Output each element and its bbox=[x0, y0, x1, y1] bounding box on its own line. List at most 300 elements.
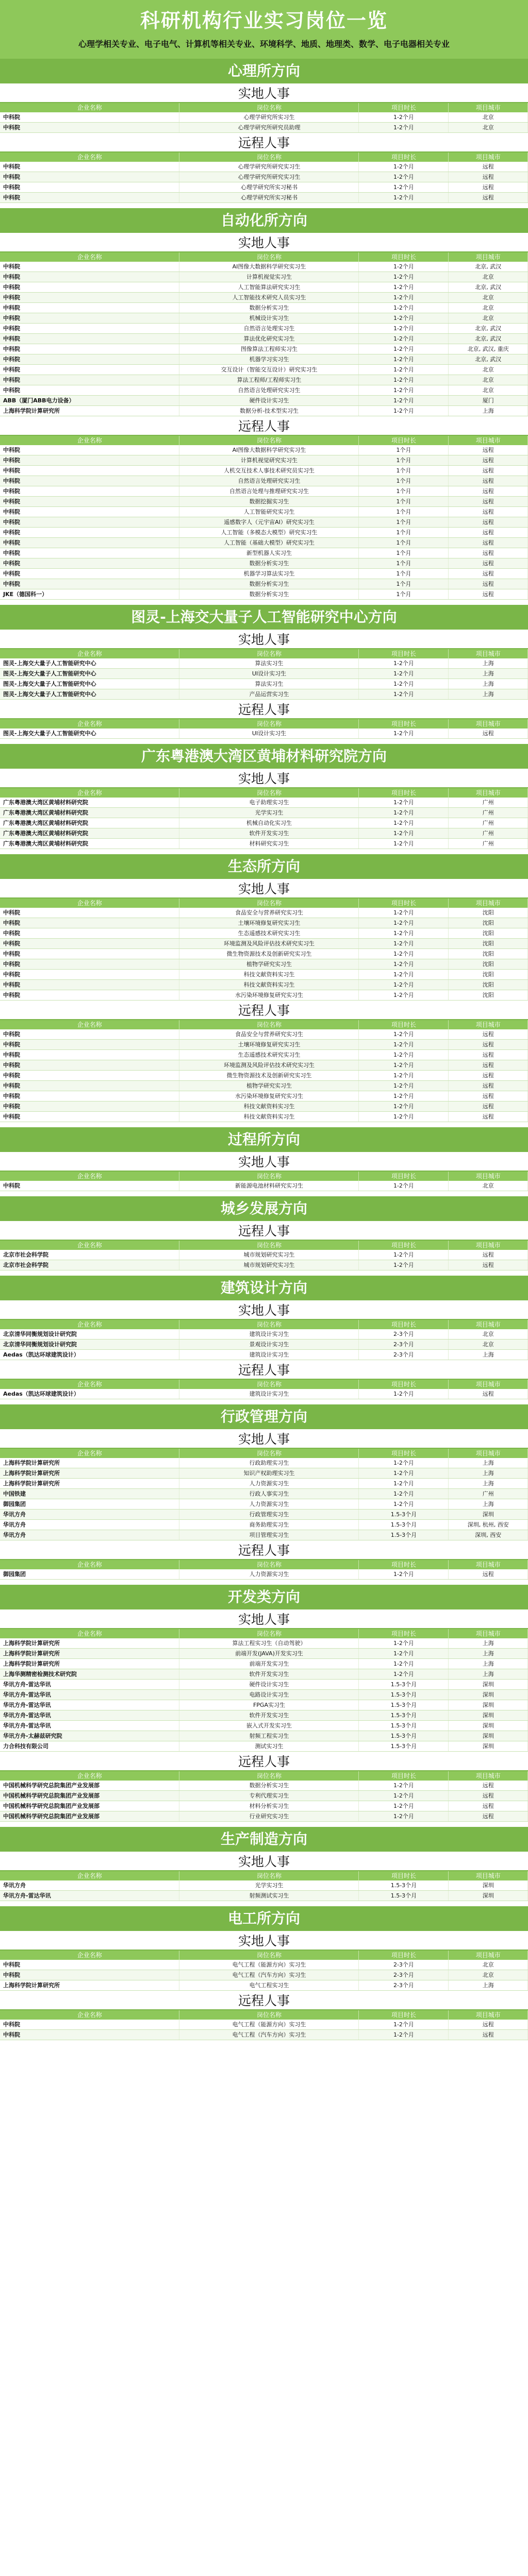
table-row bbox=[0, 476, 528, 486]
city-cell: 深圳 bbox=[449, 1741, 528, 1752]
column-header: 企业名称 bbox=[0, 1020, 179, 1029]
duration-cell: 1-2个月 bbox=[359, 193, 449, 203]
section bbox=[0, 1127, 528, 1191]
duration-cell: 1个月 bbox=[359, 497, 449, 507]
section-title: 过程所方向 bbox=[0, 1127, 528, 1152]
table-row bbox=[0, 1700, 528, 1710]
city-cell: 北京 bbox=[449, 1181, 528, 1191]
column-header: 岗位名称 bbox=[179, 1951, 359, 1960]
group-title: 远程人事 bbox=[0, 1360, 528, 1380]
duration-cell: 1-2个月 bbox=[359, 1649, 449, 1659]
company-cell: 中科院 bbox=[0, 928, 179, 939]
position-cell: 土壤环境修复研究实习生 bbox=[179, 918, 359, 928]
duration-cell: 1-2个月 bbox=[359, 970, 449, 980]
position-cell: 食品安全与营养研究实习生 bbox=[179, 908, 359, 918]
duration-cell: 1-2个月 bbox=[359, 324, 449, 334]
city-cell: 上海 bbox=[449, 689, 528, 700]
company-cell: 中科院 bbox=[0, 579, 179, 589]
city-cell: 远程 bbox=[449, 445, 528, 455]
position-cell: 植物学研究实习生 bbox=[179, 959, 359, 970]
duration-cell: 1-2个月 bbox=[359, 990, 449, 1001]
table-row bbox=[0, 669, 528, 679]
internship-table bbox=[0, 1449, 528, 1540]
company-cell: 中科院 bbox=[0, 123, 179, 133]
table-row bbox=[0, 375, 528, 385]
company-cell: 中科院 bbox=[0, 908, 179, 918]
city-cell: 上海 bbox=[449, 1638, 528, 1649]
city-cell: 沈阳 bbox=[449, 959, 528, 970]
duration-cell: 1-2个月 bbox=[359, 172, 449, 182]
duration-cell: 1个月 bbox=[359, 579, 449, 589]
position-cell: 材料分析实习生 bbox=[179, 1801, 359, 1811]
table-row bbox=[0, 1880, 528, 1891]
column-header: 企业名称 bbox=[0, 788, 179, 798]
company-cell: 中科院 bbox=[0, 162, 179, 172]
company-cell: 上海科学院计算研究所 bbox=[0, 1659, 179, 1669]
position-cell: 生态遥感技术研究实习生 bbox=[179, 1050, 359, 1060]
column-header: 企业名称 bbox=[0, 719, 179, 728]
table-row bbox=[0, 1029, 528, 1040]
internship-table bbox=[0, 1020, 528, 1122]
position-cell: 心理学研究所研究实习生 bbox=[179, 162, 359, 172]
table-row bbox=[0, 1741, 528, 1752]
table-row bbox=[0, 538, 528, 548]
city-cell: 远程 bbox=[449, 1071, 528, 1081]
company-cell: 北京市社会科学院 bbox=[0, 1250, 179, 1260]
company-cell: 中科院 bbox=[0, 918, 179, 928]
table-header-row bbox=[0, 899, 528, 908]
company-cell: JKE（德国科一） bbox=[0, 589, 179, 600]
company-cell: 华讯方舟-太赫兹研究院 bbox=[0, 1731, 179, 1741]
city-cell: 远程 bbox=[449, 1112, 528, 1122]
column-header: 项目城市 bbox=[449, 1560, 528, 1569]
city-cell: 广州 bbox=[449, 798, 528, 808]
column-header: 项目时长 bbox=[359, 1172, 449, 1181]
table-row bbox=[0, 1731, 528, 1741]
company-cell: 中科院 bbox=[0, 344, 179, 354]
position-cell: AI图像大数据科学研究实习生 bbox=[179, 262, 359, 272]
internship-table bbox=[0, 1560, 528, 1580]
duration-cell: 1-2个月 bbox=[359, 385, 449, 396]
position-cell: 电子助理实习生 bbox=[179, 798, 359, 808]
sections-container bbox=[0, 59, 528, 2040]
duration-cell: 1-2个月 bbox=[359, 728, 449, 739]
group-title: 实地人事 bbox=[0, 879, 528, 899]
duration-cell: 1-2个月 bbox=[359, 303, 449, 313]
city-cell: 北京 bbox=[449, 1329, 528, 1340]
table-row bbox=[0, 445, 528, 455]
table-row bbox=[0, 728, 528, 739]
duration-cell: 1.5-3个月 bbox=[359, 1680, 449, 1690]
column-header: 项目时长 bbox=[359, 1871, 449, 1880]
city-cell: 远程 bbox=[449, 1569, 528, 1580]
position-cell: 心理学研究所实习秘书 bbox=[179, 193, 359, 203]
duration-cell: 1-2个月 bbox=[359, 282, 449, 293]
duration-cell: 1个月 bbox=[359, 538, 449, 548]
column-header: 项目城市 bbox=[449, 1449, 528, 1458]
position-cell: 微生物资源技术及创新研究实习生 bbox=[179, 1071, 359, 1081]
column-header: 岗位名称 bbox=[179, 788, 359, 798]
table-row bbox=[0, 1458, 528, 1468]
position-cell: 电气工程实习生 bbox=[179, 1980, 359, 1991]
duration-cell: 1-2个月 bbox=[359, 293, 449, 303]
duration-cell: 1-2个月 bbox=[359, 679, 449, 689]
column-header: 项目时长 bbox=[359, 1629, 449, 1638]
position-cell: 电路设计实习生 bbox=[179, 1690, 359, 1700]
city-cell: 沈阳 bbox=[449, 908, 528, 918]
table-row bbox=[0, 354, 528, 365]
company-cell: 中科院 bbox=[0, 1050, 179, 1060]
column-header: 项目时长 bbox=[359, 152, 449, 162]
page-subtitle: 心理学相关专业、电子电气、计算机等相关专业、环境科学、地质、地理类、数学、电子电器相关专业 bbox=[78, 39, 450, 49]
position-cell: 建筑设计实习生 bbox=[179, 1350, 359, 1360]
city-cell: 上海 bbox=[449, 1499, 528, 1510]
duration-cell: 1-2个月 bbox=[359, 1638, 449, 1649]
city-cell: 远程 bbox=[449, 172, 528, 182]
column-header: 项目城市 bbox=[449, 649, 528, 658]
company-cell: ABB（厦门ABB电力设备） bbox=[0, 396, 179, 406]
position-cell: 前端开发(JAVA)开发实习生 bbox=[179, 1649, 359, 1659]
company-cell: 图灵-上海交大量子人工智能研究中心 bbox=[0, 658, 179, 669]
table-row bbox=[0, 172, 528, 182]
company-cell: 华讯方舟-雷达华讯 bbox=[0, 1690, 179, 1700]
position-cell: 遥感数字人（元宇宙AI）研究实习生 bbox=[179, 517, 359, 528]
city-cell: 上海 bbox=[449, 1649, 528, 1659]
duration-cell: 1个月 bbox=[359, 558, 449, 569]
city-cell: 深圳 bbox=[449, 1731, 528, 1741]
city-cell: 深圳, 西安 bbox=[449, 1530, 528, 1540]
city-cell: 上海 bbox=[449, 1479, 528, 1489]
table-row bbox=[0, 1970, 528, 1980]
company-cell: 中国铁建 bbox=[0, 1489, 179, 1499]
company-cell: 华讯方舟 bbox=[0, 1520, 179, 1530]
internship-table bbox=[0, 1771, 528, 1822]
column-header: 岗位名称 bbox=[179, 1380, 359, 1389]
column-header: 企业名称 bbox=[0, 2010, 179, 2020]
duration-cell: 1-2个月 bbox=[359, 162, 449, 172]
section bbox=[0, 744, 528, 849]
position-cell: 电气工程（能源方向）实习生 bbox=[179, 2020, 359, 2030]
table-row bbox=[0, 1340, 528, 1350]
company-cell: 中科院 bbox=[0, 1040, 179, 1050]
column-header: 岗位名称 bbox=[179, 1560, 359, 1569]
table-header-row bbox=[0, 1020, 528, 1029]
duration-cell: 1-2个月 bbox=[359, 1029, 449, 1040]
company-cell: 图灵-上海交大量子人工智能研究中心 bbox=[0, 679, 179, 689]
duration-cell: 1-2个月 bbox=[359, 1389, 449, 1399]
column-header: 项目城市 bbox=[449, 1020, 528, 1029]
column-header: 项目城市 bbox=[449, 2010, 528, 2020]
table-row bbox=[0, 939, 528, 949]
duration-cell: 1个月 bbox=[359, 455, 449, 466]
city-cell: 上海 bbox=[449, 1659, 528, 1669]
table-header-row bbox=[0, 2010, 528, 2020]
position-cell: 机械设计实习生 bbox=[179, 313, 359, 324]
company-cell: 华讯方舟-雷达华讯 bbox=[0, 1721, 179, 1731]
city-cell: 北京 bbox=[449, 365, 528, 375]
company-cell: 力合科技有限公司 bbox=[0, 1741, 179, 1752]
column-header: 企业名称 bbox=[0, 1951, 179, 1960]
city-cell: 深圳 bbox=[449, 1721, 528, 1731]
position-cell: 图像算法工程师实习生 bbox=[179, 344, 359, 354]
city-cell: 上海 bbox=[449, 658, 528, 669]
table-row bbox=[0, 980, 528, 990]
column-header: 项目时长 bbox=[359, 719, 449, 728]
column-header: 项目时长 bbox=[359, 1771, 449, 1781]
section-title: 广东粤港澳大湾区黄埔材料研究院方向 bbox=[0, 744, 528, 769]
table-row bbox=[0, 282, 528, 293]
duration-cell: 1-2个月 bbox=[359, 918, 449, 928]
city-cell: 远程 bbox=[449, 1091, 528, 1101]
table-row bbox=[0, 123, 528, 133]
duration-cell: 2-3个月 bbox=[359, 1340, 449, 1350]
group-title: 远程人事 bbox=[0, 1001, 528, 1020]
company-cell: 中科院 bbox=[0, 476, 179, 486]
position-cell: 行政管理实习生 bbox=[179, 1510, 359, 1520]
position-cell: 前端开发实习生 bbox=[179, 1659, 359, 1669]
internship-table bbox=[0, 103, 528, 133]
table-row bbox=[0, 1250, 528, 1260]
city-cell: 远程 bbox=[449, 1791, 528, 1801]
duration-cell: 1-2个月 bbox=[359, 2020, 449, 2030]
city-cell: 远程 bbox=[449, 558, 528, 569]
duration-cell: 1-2个月 bbox=[359, 262, 449, 272]
city-cell: 上海 bbox=[449, 669, 528, 679]
city-cell: 深圳 bbox=[449, 1510, 528, 1520]
column-header: 项目城市 bbox=[449, 1951, 528, 1960]
column-header: 项目城市 bbox=[449, 1871, 528, 1880]
company-cell: Aedas（凯达环球建筑设计） bbox=[0, 1350, 179, 1360]
table-row bbox=[0, 839, 528, 849]
column-header: 岗位名称 bbox=[179, 2010, 359, 2020]
table-header-row bbox=[0, 1380, 528, 1389]
company-cell: 中科院 bbox=[0, 1029, 179, 1040]
company-cell: 中科院 bbox=[0, 282, 179, 293]
table-row bbox=[0, 928, 528, 939]
duration-cell: 1个月 bbox=[359, 548, 449, 558]
company-cell: 中科院 bbox=[0, 2020, 179, 2030]
company-cell: 中科院 bbox=[0, 517, 179, 528]
city-cell: 远程 bbox=[449, 182, 528, 193]
duration-cell: 1.5-3个月 bbox=[359, 1721, 449, 1731]
table-row bbox=[0, 112, 528, 123]
city-cell: 远程 bbox=[449, 528, 528, 538]
duration-cell: 1.5-3个月 bbox=[359, 1741, 449, 1752]
table-row bbox=[0, 818, 528, 828]
company-cell: 中科院 bbox=[0, 375, 179, 385]
duration-cell: 1-2个月 bbox=[359, 1499, 449, 1510]
company-cell: 中科院 bbox=[0, 112, 179, 123]
table-row bbox=[0, 970, 528, 980]
table-row bbox=[0, 949, 528, 959]
company-cell: 中科院 bbox=[0, 1071, 179, 1081]
table-row bbox=[0, 1389, 528, 1399]
position-cell: 交互设计（智能交互设计）研究实习生 bbox=[179, 365, 359, 375]
table-row bbox=[0, 1811, 528, 1822]
city-cell: 北京 bbox=[449, 375, 528, 385]
table-row bbox=[0, 365, 528, 375]
city-cell: 北京 bbox=[449, 1970, 528, 1980]
group-title: 远程人事 bbox=[0, 1752, 528, 1771]
city-cell: 北京, 武汉 bbox=[449, 262, 528, 272]
table-row bbox=[0, 497, 528, 507]
city-cell: 北京 bbox=[449, 1340, 528, 1350]
position-cell: 心理学研究所实习生 bbox=[179, 112, 359, 123]
column-header: 企业名称 bbox=[0, 1771, 179, 1781]
duration-cell: 1.5-3个月 bbox=[359, 1530, 449, 1540]
company-cell: 中国机械科学研究总院集团产业发展部 bbox=[0, 1781, 179, 1791]
column-header: 项目城市 bbox=[449, 252, 528, 262]
duration-cell: 1.5-3个月 bbox=[359, 1880, 449, 1891]
section-title: 心理所方向 bbox=[0, 59, 528, 83]
table-header-row bbox=[0, 1951, 528, 1960]
column-header: 岗位名称 bbox=[179, 1771, 359, 1781]
company-cell: 上海科学院计算研究所 bbox=[0, 1468, 179, 1479]
table-row bbox=[0, 990, 528, 1001]
city-cell: 远程 bbox=[449, 1260, 528, 1270]
column-header: 企业名称 bbox=[0, 1320, 179, 1329]
table-row bbox=[0, 1638, 528, 1649]
table-row bbox=[0, 1520, 528, 1530]
internship-table bbox=[0, 1871, 528, 1901]
position-cell: 机械自动化实习生 bbox=[179, 818, 359, 828]
internship-table bbox=[0, 788, 528, 849]
city-cell: 深圳 bbox=[449, 1710, 528, 1721]
duration-cell: 1.5-3个月 bbox=[359, 1710, 449, 1721]
city-cell: 广州 bbox=[449, 839, 528, 849]
column-header: 项目时长 bbox=[359, 1951, 449, 1960]
company-cell: 中科院 bbox=[0, 1112, 179, 1122]
duration-cell: 1-2个月 bbox=[359, 1091, 449, 1101]
table-row bbox=[0, 1081, 528, 1091]
company-cell: 上海科学院计算研究所 bbox=[0, 1458, 179, 1468]
section bbox=[0, 208, 528, 600]
table-row bbox=[0, 406, 528, 416]
duration-cell: 1-2个月 bbox=[359, 928, 449, 939]
internship-table bbox=[0, 1629, 528, 1752]
duration-cell: 1-2个月 bbox=[359, 334, 449, 344]
company-cell: 中科院 bbox=[0, 970, 179, 980]
position-cell: 数据分析实习生 bbox=[179, 558, 359, 569]
duration-cell: 1-2个月 bbox=[359, 949, 449, 959]
duration-cell: 1-2个月 bbox=[359, 669, 449, 679]
section bbox=[0, 1906, 528, 2040]
city-cell: 远程 bbox=[449, 1101, 528, 1112]
city-cell: 远程 bbox=[449, 517, 528, 528]
position-cell: 数据分析实习生 bbox=[179, 1781, 359, 1791]
duration-cell: 1-2个月 bbox=[359, 818, 449, 828]
column-header: 项目时长 bbox=[359, 436, 449, 445]
table-row bbox=[0, 679, 528, 689]
column-header: 岗位名称 bbox=[179, 1449, 359, 1458]
position-cell: 人工智能算法研究实习生 bbox=[179, 282, 359, 293]
position-cell: 生态遥感技术研究实习生 bbox=[179, 928, 359, 939]
duration-cell: 1-2个月 bbox=[359, 272, 449, 282]
table-row bbox=[0, 589, 528, 600]
position-cell: 测试实习生 bbox=[179, 1741, 359, 1752]
column-header: 岗位名称 bbox=[179, 152, 359, 162]
duration-cell: 1-2个月 bbox=[359, 1669, 449, 1680]
column-header: 岗位名称 bbox=[179, 1629, 359, 1638]
company-cell: 中科院 bbox=[0, 1181, 179, 1191]
city-cell: 北京 bbox=[449, 272, 528, 282]
company-cell: 华讯方舟 bbox=[0, 1510, 179, 1520]
city-cell: 厦门 bbox=[449, 396, 528, 406]
company-cell: 上海科学院计算研究所 bbox=[0, 1649, 179, 1659]
position-cell: 软件开发实习生 bbox=[179, 828, 359, 839]
table-row bbox=[0, 689, 528, 700]
company-cell: 华讯方舟-雷达华讯 bbox=[0, 1710, 179, 1721]
company-cell: 中科院 bbox=[0, 385, 179, 396]
table-row bbox=[0, 1960, 528, 1970]
city-cell: 上海 bbox=[449, 1350, 528, 1360]
column-header: 企业名称 bbox=[0, 1560, 179, 1569]
company-cell: 御园集团 bbox=[0, 1499, 179, 1510]
duration-cell: 1-2个月 bbox=[359, 1659, 449, 1669]
duration-cell: 1-2个月 bbox=[359, 1081, 449, 1091]
company-cell: 广东粤港澳大湾区黄埔材料研究院 bbox=[0, 828, 179, 839]
table-row bbox=[0, 162, 528, 172]
company-cell: 北京市社会科学院 bbox=[0, 1260, 179, 1270]
column-header: 项目城市 bbox=[449, 436, 528, 445]
company-cell: 中科院 bbox=[0, 548, 179, 558]
company-cell: 上海科学院计算研究所 bbox=[0, 1479, 179, 1489]
position-cell: 心理学研究所研究员助理 bbox=[179, 123, 359, 133]
column-header: 项目时长 bbox=[359, 252, 449, 262]
column-header: 项目时长 bbox=[359, 1560, 449, 1569]
city-cell: 沈阳 bbox=[449, 949, 528, 959]
column-header: 项目时长 bbox=[359, 103, 449, 112]
internship-table bbox=[0, 2010, 528, 2040]
company-cell: 图灵-上海交大量子人工智能研究中心 bbox=[0, 728, 179, 739]
company-cell: 中科院 bbox=[0, 558, 179, 569]
table-row bbox=[0, 1781, 528, 1791]
position-cell: 自然语言处理研究实习生 bbox=[179, 385, 359, 396]
duration-cell: 2-3个月 bbox=[359, 1980, 449, 1991]
company-cell: 中科院 bbox=[0, 507, 179, 517]
company-cell: 广东粤港澳大湾区黄埔材料研究院 bbox=[0, 798, 179, 808]
duration-cell: 1-2个月 bbox=[359, 1479, 449, 1489]
position-cell: 机器学习算法实习生 bbox=[179, 569, 359, 579]
group-title: 实地人事 bbox=[0, 1852, 528, 1871]
company-cell: 中科院 bbox=[0, 182, 179, 193]
position-cell: 产品运营实习生 bbox=[179, 689, 359, 700]
position-cell: 自然语言处理实习生 bbox=[179, 324, 359, 334]
column-header: 企业名称 bbox=[0, 1241, 179, 1250]
company-cell: 上海科学院计算研究所 bbox=[0, 1638, 179, 1649]
position-cell: UI设计实习生 bbox=[179, 669, 359, 679]
company-cell: 中科院 bbox=[0, 1101, 179, 1112]
table-header-row bbox=[0, 1320, 528, 1329]
duration-cell: 1个月 bbox=[359, 476, 449, 486]
column-header: 企业名称 bbox=[0, 899, 179, 908]
city-cell: 北京, 武汉 bbox=[449, 324, 528, 334]
position-cell: 项目管理实习生 bbox=[179, 1530, 359, 1540]
city-cell: 远程 bbox=[449, 1060, 528, 1071]
position-cell: 人工智能（多模态大模型）研究实习生 bbox=[179, 528, 359, 538]
section-title: 图灵-上海交大量子人工智能研究中心方向 bbox=[0, 605, 528, 630]
position-cell: 人力资源实习生 bbox=[179, 1479, 359, 1489]
position-cell: 城市规划研究实习生 bbox=[179, 1250, 359, 1260]
company-cell: 北京清华同衡规划设计研究院 bbox=[0, 1340, 179, 1350]
city-cell: 北京 bbox=[449, 123, 528, 133]
table-row bbox=[0, 303, 528, 313]
position-cell: 景观设计实习生 bbox=[179, 1340, 359, 1350]
city-cell: 沈阳 bbox=[449, 918, 528, 928]
city-cell: 北京 bbox=[449, 313, 528, 324]
company-cell: 华讯方舟-雷达华讯 bbox=[0, 1680, 179, 1690]
column-header: 岗位名称 bbox=[179, 649, 359, 658]
